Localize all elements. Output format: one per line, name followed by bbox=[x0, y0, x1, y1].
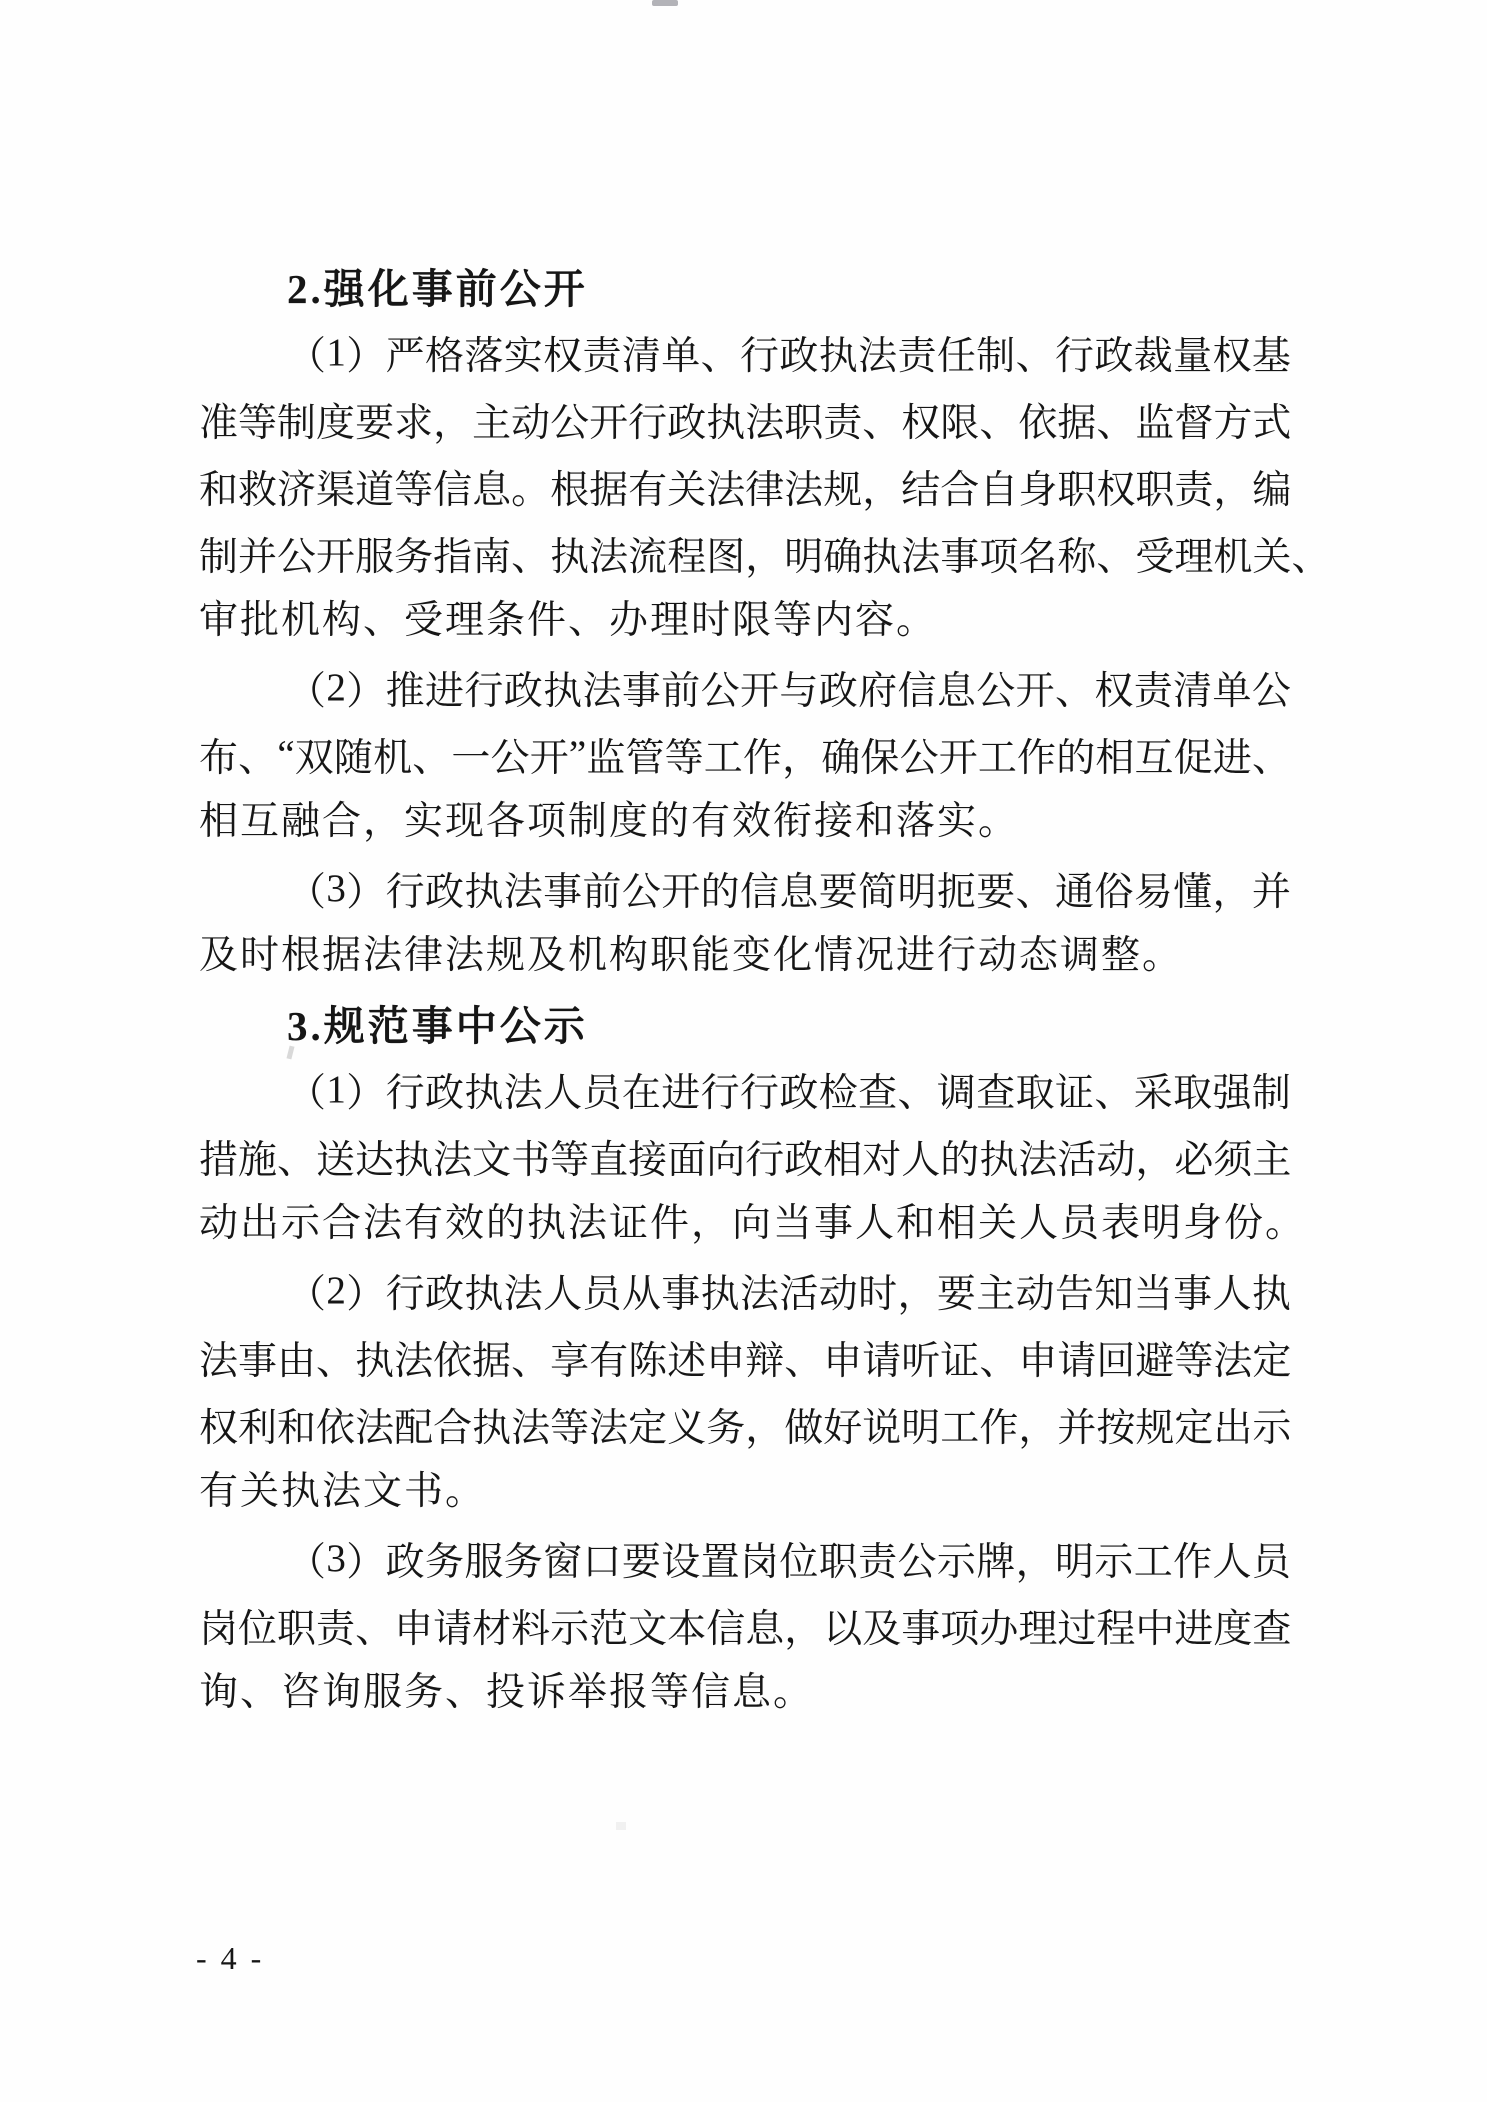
body-line: 及时根据法律法规及机构职能变化情况进行动态调整。 bbox=[199, 934, 1184, 977]
body-line: （ 1 ） 行 政 执 法 人 员 在 进 行 行 政 检 查 、 调 查 取 证 、 采 取 强 制 bbox=[287, 1068, 1291, 1115]
body-line: 权 利 和 依 法 配 合 执 法 等 法 定 义 务 ， 做 好 说 明 工 作 ， 并 按 规 定 出 示 bbox=[199, 1406, 1292, 1450]
body-line: 岗 位 职 责 、 申 请 材 料 示 范 文 本 信 息 ， 以 及 事 项 办 理 过 程 中 进 度 查 bbox=[199, 1607, 1292, 1651]
page-number: - 4 - bbox=[196, 1940, 265, 1976]
scan-artifact-dot bbox=[616, 1822, 626, 1830]
document-body bbox=[199, 252, 1331, 1726]
body-line: 相互融合，实现各项制度的有效衔接和落实。 bbox=[199, 800, 1020, 843]
body-line: 和 救 济 渠 道 等 信 息 。 根 据 有 关 法 律 法 规 ， 结 合 自 身 职 权 职 责 ， 编 bbox=[199, 468, 1292, 512]
body-line: 动出示合法有效的执法证件，向当事人和相关人员表明身份。 bbox=[199, 1202, 1307, 1245]
section-heading-3: 3.规范事中公示 bbox=[287, 1003, 588, 1049]
body-line: 布 、 “ 双 随 机 、 一 公 开 ” 监 管 等 工 作 ， 确 保 公 开 工 作 的 相 互 促 进 、 bbox=[199, 733, 1291, 780]
body-line: （ 3 ） 政 务 服 务 窗 口 要 设 置 岗 位 职 责 公 示 牌 ， 明 示 工 作 人 员 bbox=[287, 1537, 1291, 1584]
body-line: 审批机构、受理条件、办理时限等内容。 bbox=[199, 599, 938, 642]
body-line: （ 1 ） 严 格 落 实 权 责 清 单 、 行 政 执 法 责 任 制 、 行 政 裁 量 权 基 bbox=[287, 331, 1291, 378]
body-line: 有关执法文书。 bbox=[199, 1470, 487, 1513]
body-line: 询、咨询服务、投诉举报等信息。 bbox=[199, 1671, 815, 1714]
section-heading-2: 2.强化事前公开 bbox=[287, 266, 588, 312]
scan-artifact-top-dash bbox=[652, 0, 678, 6]
body-line: 法 事 由 、 执 法 依 据 、 享 有 陈 述 申 辩 、 申 请 听 证 、 申 请 回 避 等 法 定 bbox=[199, 1339, 1292, 1383]
body-line: 制 并 公 开 服 务 指 南 、 执 法 流 程 图 ， 明 确 执 法 事 项 名 称 、 受 理 机 关 、 bbox=[199, 535, 1331, 579]
body-line: （ 2 ） 推 进 行 政 执 法 事 前 公 开 与 政 府 信 息 公 开 、 权 责 清 单 公 bbox=[287, 666, 1291, 713]
body-line: 措 施 、 送 达 执 法 文 书 等 直 接 面 向 行 政 相 对 人 的 执 法 活 动 ， 必 须 主 bbox=[199, 1138, 1292, 1182]
body-line: （ 3 ） 行 政 执 法 事 前 公 开 的 信 息 要 简 明 扼 要 、 通 俗 易 懂 ， 并 bbox=[287, 867, 1291, 914]
body-line: （ 2 ） 行 政 执 法 人 员 从 事 执 法 活 动 时 ， 要 主 动 告 知 当 事 人 执 bbox=[287, 1269, 1291, 1316]
body-line: 准 等 制 度 要 求 ， 主 动 公 开 行 政 执 法 职 责 、 权 限 、 依 据 、 监 督 方 式 bbox=[199, 401, 1292, 445]
